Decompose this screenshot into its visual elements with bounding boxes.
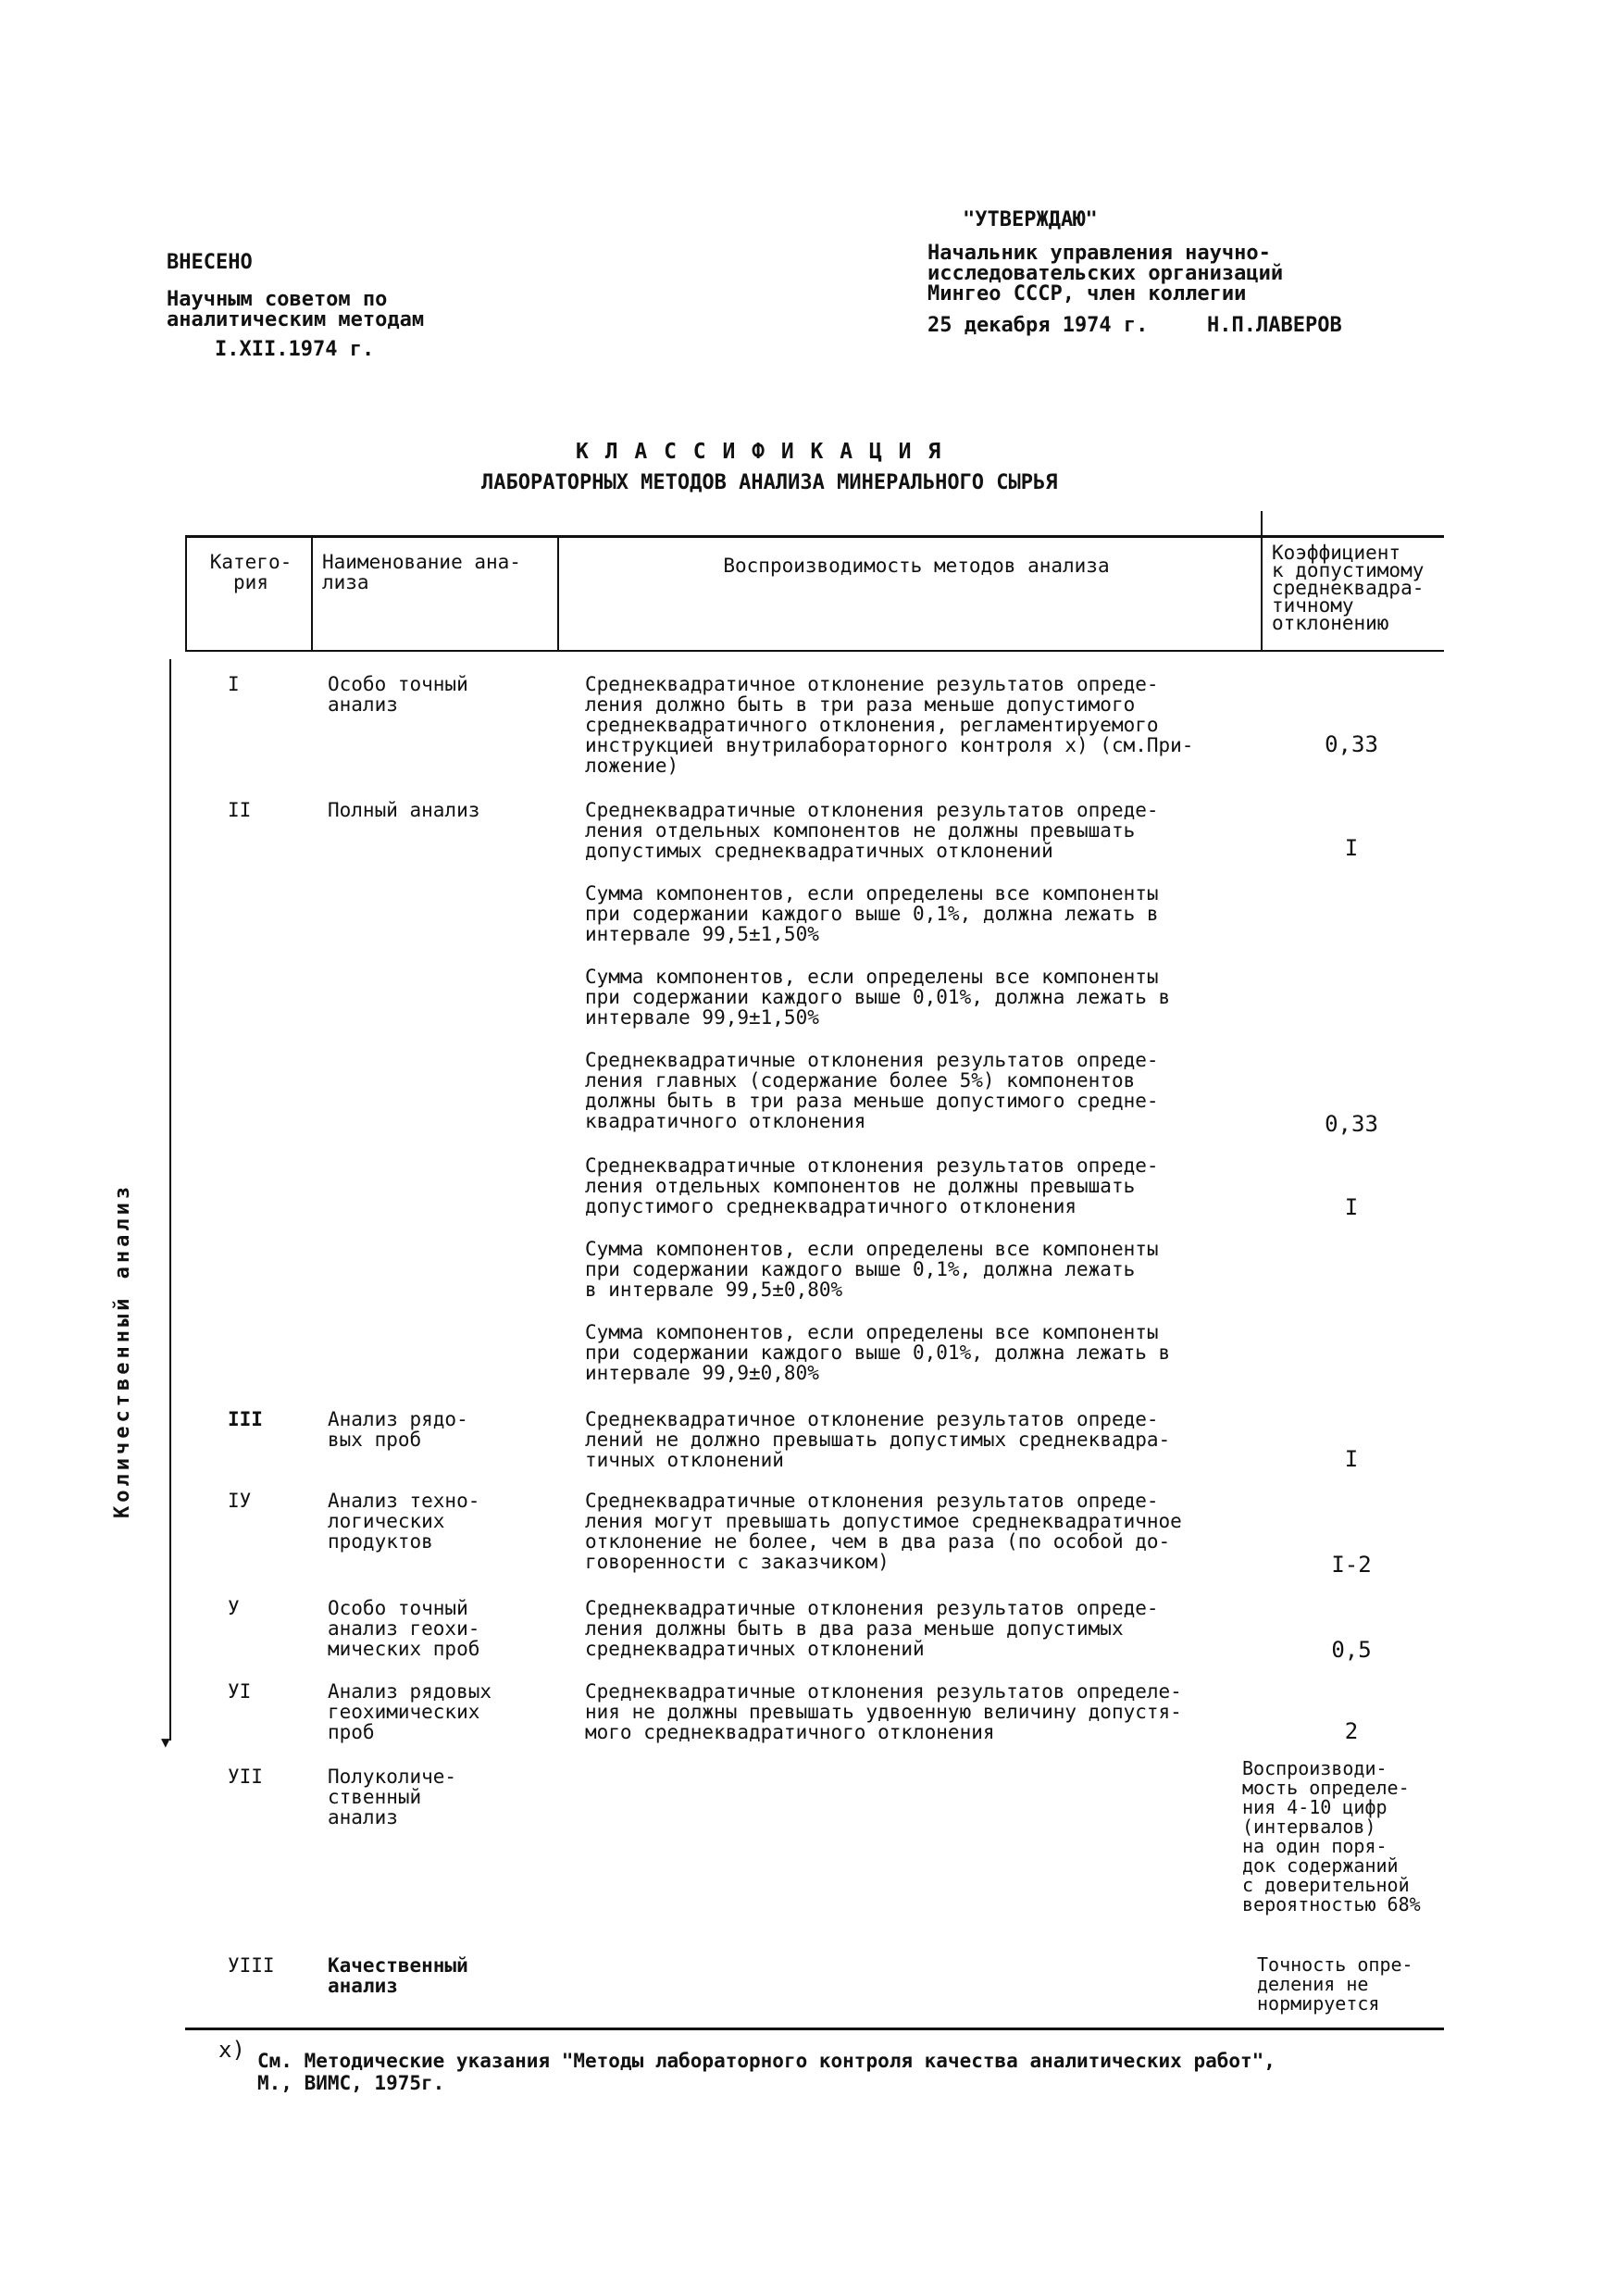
row-9-description: Среднеквадратичное отклонение результатов опреде- лений не должно превышать допустимых среднеквадра- тичных отклонений <box>585 1408 1171 1471</box>
table-col-divider-2 <box>557 535 559 650</box>
row-9-category: III <box>228 1408 263 1430</box>
side-label: Количественный анализ <box>111 1182 134 1518</box>
footnote-text: См. Методические указания "Методы лабораторного контроля качества аналитических работ", М., ВИМС, 1975г. <box>257 2050 1276 2094</box>
footnote-mark: х) <box>218 2037 245 2063</box>
row-5-coefficient: 0,33 <box>1325 1111 1378 1137</box>
approval-stamp: "УТВЕРЖДАЮ" <box>963 208 1098 231</box>
header-name: Наименование ана- лиза <box>322 551 521 593</box>
row-1-category: I <box>228 673 240 695</box>
submitted-line-1: Научным советом по <box>167 288 388 311</box>
table-header-rule <box>185 650 1444 652</box>
row-10-coefficient: I-2 <box>1331 1552 1372 1578</box>
row-2-coefficient: I <box>1344 835 1359 861</box>
table-tick <box>1261 511 1263 535</box>
submitted-title: ВНЕСЕНО <box>167 251 253 274</box>
approval-line-2: исследовательских организаций <box>927 262 1284 285</box>
approval-name: Н.П.ЛАВЕРОВ <box>1207 314 1342 337</box>
approval-line-3: Мингео СССР, член коллегии <box>927 282 1247 306</box>
side-arrow-down-icon: ▼ <box>161 1733 170 1751</box>
row-11-coefficient: 0,5 <box>1331 1637 1372 1663</box>
row-1-name: Особо точный анализ <box>328 673 468 716</box>
row-1-description: Среднеквадратичное отклонение результатов опреде- ления должно быть в три раза меньше допустимого среднеквадратичного отклонения, регламентируемого инструкцией внутрилабораторного контроля х) (см.При- ложение) <box>585 673 1194 777</box>
row-2-category: II <box>228 799 252 821</box>
row-7-description: Сумма компонентов, если определены все компоненты при содержании каждого выше 0,1%, должна лежать в интервале 99,5±0,80% <box>585 1238 1159 1301</box>
row-12-category: УI <box>228 1680 252 1703</box>
row-13-name: Полуколиче- ственный анализ <box>328 1766 457 1828</box>
approval-date: 25 декабря 1974 г. <box>927 314 1149 337</box>
document-subtitle: ЛАБОРАТОРНЫХ МЕТОДОВ АНАЛИЗА МИНЕРАЛЬНОГО СЫРЬЯ <box>481 471 1058 494</box>
submitted-line-2: аналитическим методам <box>167 308 425 331</box>
row-10-category: IУ <box>228 1490 252 1512</box>
table-col-divider-3 <box>1261 535 1263 650</box>
approval-line-1: Начальник управления научно- <box>927 242 1271 265</box>
row-11-name: Особо точный анализ геохи- мических проб <box>328 1597 480 1660</box>
row-8-description: Сумма компонентов, если определены все компоненты при содержании каждого выше 0,01%, должна лежать в интервале 99,9±0,80% <box>585 1321 1171 1384</box>
row-12-name: Анализ рядовых геохимических проб <box>328 1680 492 1743</box>
row-1-coefficient: 0,33 <box>1325 731 1378 757</box>
table-col-divider-1 <box>311 535 313 650</box>
header-coefficient: Коэффициент к допустимому среднеквадра- тичному отклонению <box>1272 542 1425 634</box>
row-6-description: Среднеквадратичные отклонения результатов опреде- ления отдельных компонентов не должны превышать допустимого среднеквадратичного отклонения <box>585 1154 1159 1217</box>
row-12-coefficient: 2 <box>1344 1718 1359 1744</box>
row-14-coefficient: Точность опре- деления не нормируется <box>1257 1953 1413 2015</box>
row-9-coefficient: I <box>1344 1446 1359 1472</box>
header-reproducibility: Воспроизводимость методов анализа <box>723 555 1110 577</box>
table-left-border <box>185 535 187 650</box>
row-13-category: УII <box>228 1766 263 1788</box>
row-12-description: Среднеквадратичные отклонения результатов определе- ния не должны превышать удвоенную величину допустя- мого среднеквадратичного отклонения <box>585 1680 1182 1743</box>
side-bracket-line <box>169 659 171 1741</box>
row-2-name: Полный анализ <box>328 799 480 821</box>
row-14-name: Качественный анализ <box>328 1954 468 1997</box>
row-14-category: УIII <box>228 1954 275 1977</box>
table-bottom-rule <box>185 2028 1444 2030</box>
row-3-description: Сумма компонентов, если определены все компоненты при содержании каждого выше 0,1%, должна лежать в интервале 99,5±1,50% <box>585 882 1159 945</box>
submitted-date: I.ХII.1974 г. <box>215 338 375 361</box>
row-6-coefficient: I <box>1344 1194 1359 1220</box>
table-top-rule <box>185 535 1444 538</box>
row-4-description: Сумма компонентов, если определены все компоненты при содержании каждого выше 0,01%, должна лежать в интервале 99,9±1,50% <box>585 966 1171 1029</box>
row-5-description: Среднеквадратичные отклонения результатов опреде- ления главных (содержание более 5%) компонентов должны быть в три раза меньше допустимого средне- квадратичного отклонения <box>585 1049 1159 1132</box>
document-title: К Л А С С И Ф И К А Ц И Я <box>576 440 943 464</box>
row-9-name: Анализ рядо- вых проб <box>328 1408 468 1451</box>
header-category: Катего- рия <box>209 551 292 593</box>
row-10-name: Анализ техно- логических продуктов <box>328 1490 480 1553</box>
row-2-description: Среднеквадратичные отклонения результатов опреде- ления отдельных компонентов не должны превышать допустимых среднеквадратичных отклонений <box>585 799 1159 862</box>
row-11-description: Среднеквадратичные отклонения результатов опреде- ления должны быть в два раза меньше допустимых среднеквадратичных отклонений <box>585 1597 1159 1660</box>
row-10-description: Среднеквадратичные отклонения результатов опреде- ления могут превышать допустимое среднеквадратичное отклонение не более, чем в два раза (по особой до- говоренности с заказчиком) <box>585 1490 1182 1573</box>
row-13-coefficient: Воспроизводи- мость определе- ния 4-10 цифр (интервалов) на один поря- док содержаний с доверительной вероятностью 68% <box>1242 1757 1421 1915</box>
row-11-category: У <box>228 1597 240 1619</box>
